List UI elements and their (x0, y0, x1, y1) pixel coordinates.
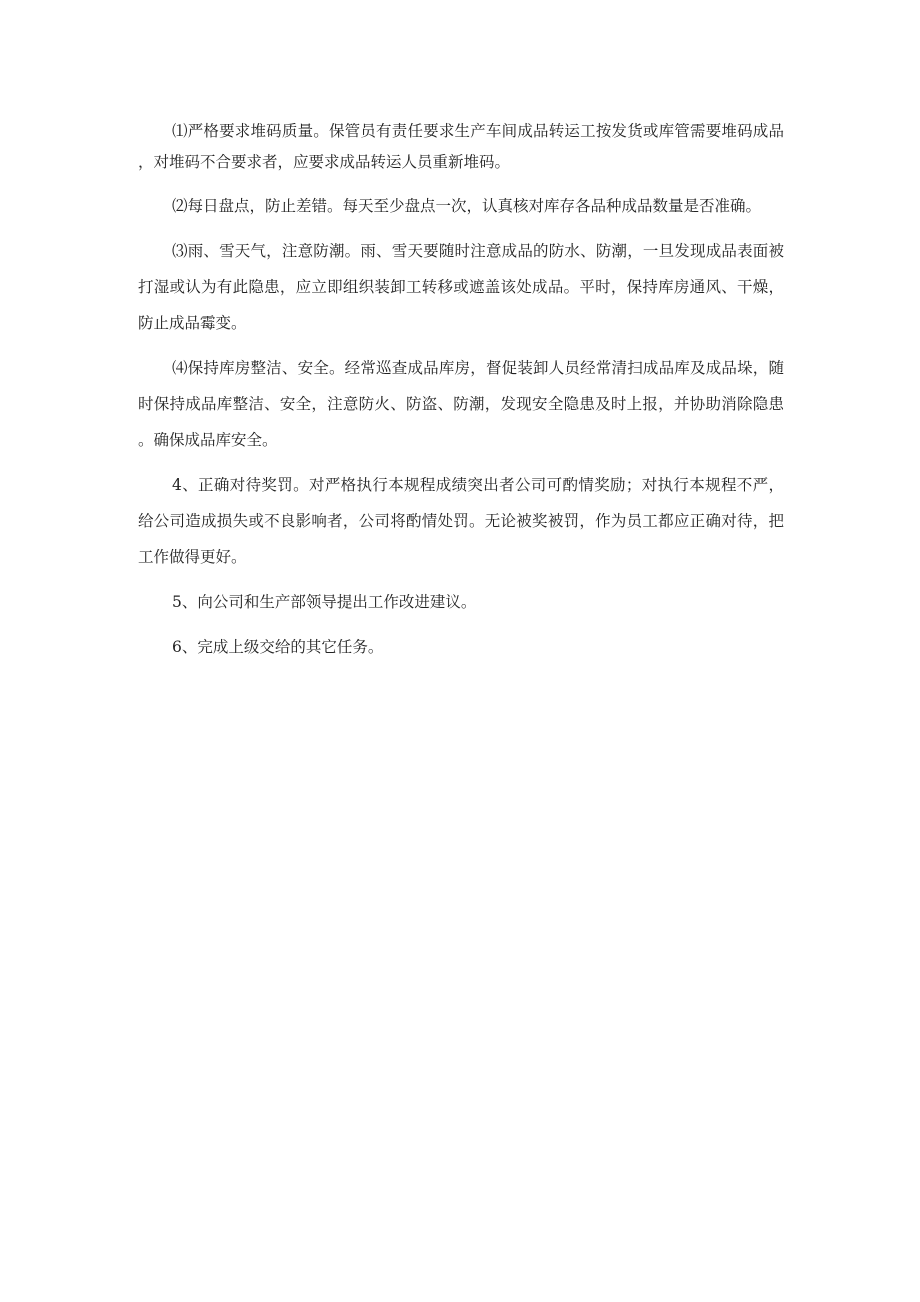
paragraph-daily-inventory: ⑵每日盘点，防止差错。每天至少盘点一次，认真核对库存各品种成品数量是否准确。 (172, 197, 762, 215)
document-body (138, 116, 784, 674)
paragraph-warehouse-safety: ⑷保持库房整洁、安全。经常巡查成品库房，督促装卸人员经常清扫成品库及成品垛，随时保持成品库整洁、安全，注意防火、防盗、防潮，发现安全隐患及时上报，并协助消除隐患。确保成品库安全。 (138, 359, 784, 449)
paragraph-rewards-penalties: 4、正确对待奖罚。对严格执行本规程成绩突出者公司可酌情奖励；对执行本规程不严，给公司造成损失或不良影响者，公司将酌情处罚。无论被奖被罚，作为员工都应正确对待，把工作做得更好。 (138, 476, 784, 566)
paragraph-moisture-protection: ⑶雨、雪天气，注意防潮。雨、雪天要随时注意成品的防水、防潮，一旦发现成品表面被打湿或认为有此隐患，应立即组织装卸工转移或遮盖该处成品。平时，保持库房通风、干燥，防止成品霉变。 (138, 242, 784, 332)
paragraph-improvement-suggestions: 5、向公司和生产部领导提出工作改进建议。 (172, 593, 477, 611)
paragraph-other-tasks: 6、完成上级交给的其它任务。 (172, 638, 384, 656)
paragraph-stacking-quality: ⑴严格要求堆码质量。保管员有责任要求生产车间成品转运工按发货或库管需要堆码成品，对堆码不合要求者，应要求成品转运人员重新堆码。 (138, 122, 784, 171)
